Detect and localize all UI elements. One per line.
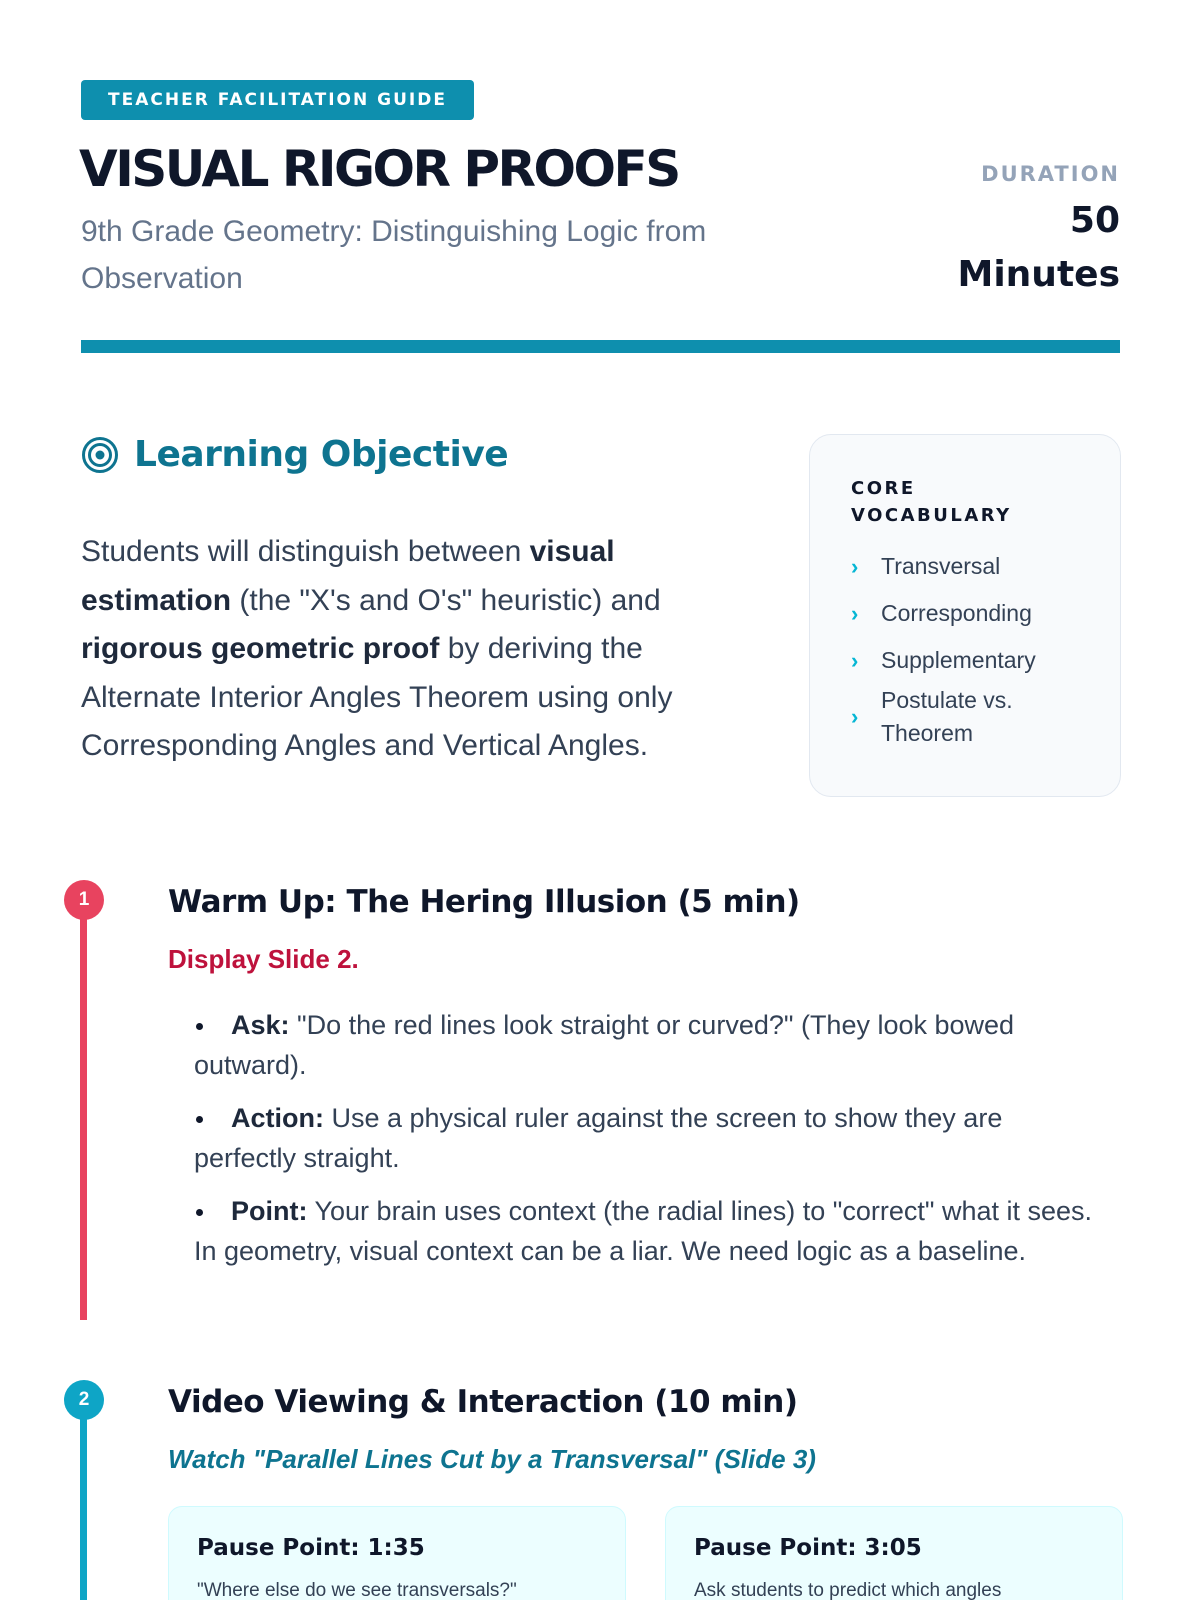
chevron-right-icon: › (851, 553, 859, 579)
vocabulary-list (851, 543, 1120, 750)
step-title: Video Viewing & Interaction (10 min) (168, 1384, 798, 1420)
step-instruction: Watch "Parallel Lines Cut by a Transversal" (Slide 3) (168, 1444, 816, 1474)
bullet-item: Point: Your brain uses context (the radial lines) to "correct" what it sees. In geometry, visual context can be a liar. We need logic as a baseline. (194, 1191, 1094, 1271)
page-subtitle: 9th Grade Geometry: Distinguishing Logic from Observation (81, 215, 707, 295)
timeline-line (80, 900, 87, 1320)
vocabulary-item: › Transversal (851, 553, 1001, 579)
timeline-line (80, 1400, 87, 1600)
pause-point-text: "Where else do we see transversals?" (197, 1580, 517, 1600)
bullet-item: Ask: "Do the red lines look straight or curved?" (They look bowed outward). (194, 1005, 1094, 1085)
guide-badge: TEACHER FACILITATION GUIDE (81, 80, 474, 120)
pause-point-title: Pause Point: 1:35 (197, 1535, 425, 1561)
step-bullet-list (194, 1005, 1094, 1284)
chevron-right-icon: › (851, 647, 859, 673)
duration-label: DURATION (981, 162, 1120, 186)
vocabulary-item: › Postulate vs. Theorem (851, 687, 1013, 746)
pause-point-card (168, 1506, 626, 1600)
step-number-badge: 2 (64, 1380, 104, 1420)
header-divider (81, 340, 1120, 353)
step-number-badge: 1 (64, 880, 104, 920)
learning-objective-text: Students will distinguish between visual estimation (the "X's and O's" heuristic) and rigorous geometric proof by deriving the Alternate Interior Angles Theorem using only Corresponding Angles and Vertical Angles. (81, 535, 673, 762)
chevron-right-icon: › (851, 704, 859, 729)
step-instruction: Display Slide 2. (168, 944, 359, 974)
target-icon (81, 436, 119, 474)
duration-value: 50 Minutes (957, 200, 1120, 295)
learning-objective-heading (81, 434, 508, 475)
chevron-right-icon: › (851, 600, 859, 626)
vocabulary-item: › Corresponding (851, 600, 1032, 626)
core-vocabulary-card (809, 434, 1121, 797)
learning-objective-title: Learning Objective (134, 434, 509, 475)
bullet-item: Action: Use a physical ruler against the screen to show they are perfectly straight. (194, 1098, 1094, 1178)
pause-point-title: Pause Point: 3:05 (694, 1535, 922, 1561)
step-title: Warm Up: The Hering Illusion (5 min) (168, 884, 800, 920)
vocabulary-title: CORE VOCABULARY (851, 478, 1012, 526)
pause-point-text: Ask students to predict which angles (694, 1580, 1002, 1600)
page-title: VISUAL RIGOR PROOFS (79, 140, 679, 198)
pause-point-card (665, 1506, 1123, 1600)
vocabulary-item: › Supplementary (851, 647, 1036, 673)
